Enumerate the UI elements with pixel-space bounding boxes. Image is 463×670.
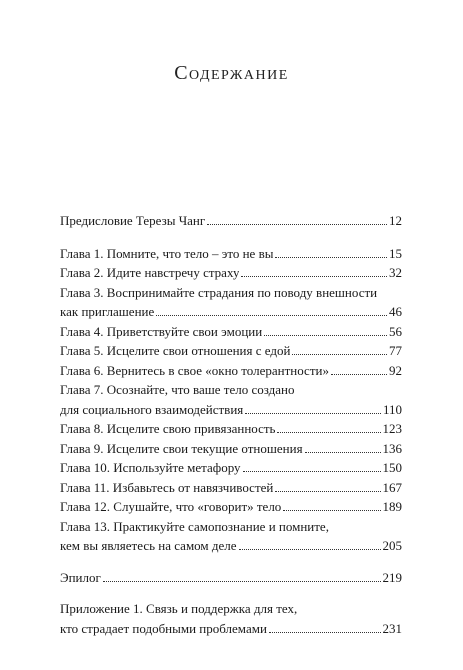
toc-entry-title: Глава 11. Избавьтесь от навязчивостей — [60, 479, 274, 495]
toc-entry-page: 219 — [382, 569, 402, 585]
dot-leader — [103, 581, 381, 582]
toc-entry-title: Глава 1. Помните, что тело – это не вы — [60, 245, 274, 261]
toc-entry-preface[interactable] — [60, 211, 402, 231]
toc-entry-appendix-1[interactable] — [60, 599, 402, 638]
toc-entry-chapter-8[interactable] — [60, 419, 402, 439]
dot-leader — [269, 632, 381, 633]
toc-entry-page: 231 — [382, 620, 402, 636]
toc-entry-chapter-13[interactable] — [60, 517, 402, 556]
toc-entry-chapter-5[interactable] — [60, 341, 402, 361]
toc-entry-chapter-10[interactable] — [60, 458, 402, 478]
toc-entry-page: 46 — [389, 304, 402, 319]
toc-entry-title: Глава 5. Исцелите свои отношения с едой — [60, 343, 291, 358]
dot-leader — [245, 413, 381, 414]
toc-entry-page: 150 — [382, 460, 402, 475]
toc-entry-title-line-2: кто страдает подобными проблемами — [60, 620, 267, 636]
toc-entry-chapter-4[interactable] — [60, 322, 402, 342]
toc-entry-title-line-1: Приложение 1. Связь и поддержка для тех, — [60, 601, 298, 616]
dot-leader — [275, 257, 387, 258]
toc-entry-page: 167 — [382, 479, 402, 495]
toc-entry-chapter-11[interactable] — [60, 478, 402, 498]
toc-entry-page: 92 — [389, 362, 402, 378]
toc-entry-page: 123 — [382, 421, 402, 436]
toc-entry-title: Эпилог — [60, 569, 101, 585]
dot-leader — [241, 276, 387, 277]
toc-entry-page: 56 — [389, 323, 402, 339]
toc-entry-chapter-2[interactable] — [60, 263, 402, 283]
toc-entry-title-line-2: для социального взаимодействия — [60, 401, 244, 417]
toc-entry-epilogue[interactable] — [60, 568, 402, 588]
dot-leader — [243, 471, 381, 472]
dot-leader — [305, 452, 381, 453]
toc-entry-title: Глава 12. Слушайте, что «говорит» тело — [60, 499, 282, 514]
dot-leader — [283, 510, 380, 511]
toc-entry-title: Глава 6. Вернитесь в свое «окно толерантности» — [60, 362, 329, 378]
toc-entry-page: 136 — [382, 440, 402, 456]
toc-entry-title: Предисловие Терезы Чанг — [60, 213, 206, 228]
dot-leader — [239, 549, 381, 550]
toc-entry-title: Глава 9. Исцелите свои текущие отношения — [60, 440, 303, 456]
toc-entry-chapter-9[interactable] — [60, 439, 402, 459]
table-of-contents — [60, 211, 402, 638]
toc-entry-chapter-6[interactable] — [60, 361, 402, 381]
toc-entry-page: 32 — [389, 265, 402, 280]
toc-entry-page: 189 — [382, 499, 402, 514]
toc-entry-chapter-7[interactable] — [60, 380, 402, 419]
toc-entry-page: 15 — [389, 245, 402, 261]
toc-entry-chapter-12[interactable] — [60, 497, 402, 517]
dot-leader — [292, 354, 387, 355]
toc-entry-page: 110 — [382, 401, 402, 417]
toc-entry-title-line-1: Глава 3. Воспринимайте страдания по поводу внешности — [60, 284, 378, 300]
toc-entry-chapter-1[interactable] — [60, 244, 402, 264]
dot-leader — [156, 315, 387, 316]
toc-entry-title-line-1: Глава 7. Осознайте, что ваше тело создано — [60, 382, 295, 397]
toc-entry-title-line-1: Глава 13. Практикуйте самопознание и помните, — [60, 518, 329, 534]
toc-entry-title: Глава 8. Исцелите свою привязанность — [60, 421, 276, 436]
toc-entry-page: 77 — [389, 343, 402, 358]
toc-entry-title: Глава 2. Идите навстречу страху — [60, 265, 240, 280]
dot-leader — [264, 335, 387, 336]
toc-entry-page: 12 — [389, 213, 402, 228]
dot-leader — [277, 432, 380, 433]
dot-leader — [275, 491, 380, 492]
toc-entry-title: Глава 10. Используйте метафору — [60, 460, 241, 475]
toc-entry-page: 205 — [382, 538, 402, 553]
dot-leader — [207, 224, 387, 225]
page-title: Содержание — [174, 62, 289, 84]
toc-entry-chapter-3[interactable] — [60, 283, 402, 322]
dot-leader — [331, 374, 387, 375]
toc-entry-title-line-2: кем вы являетесь на самом деле — [60, 538, 237, 553]
toc-entry-title-line-2: как приглашение — [60, 304, 155, 319]
toc-entry-title: Глава 4. Приветствуйте свои эмоции — [60, 323, 263, 339]
